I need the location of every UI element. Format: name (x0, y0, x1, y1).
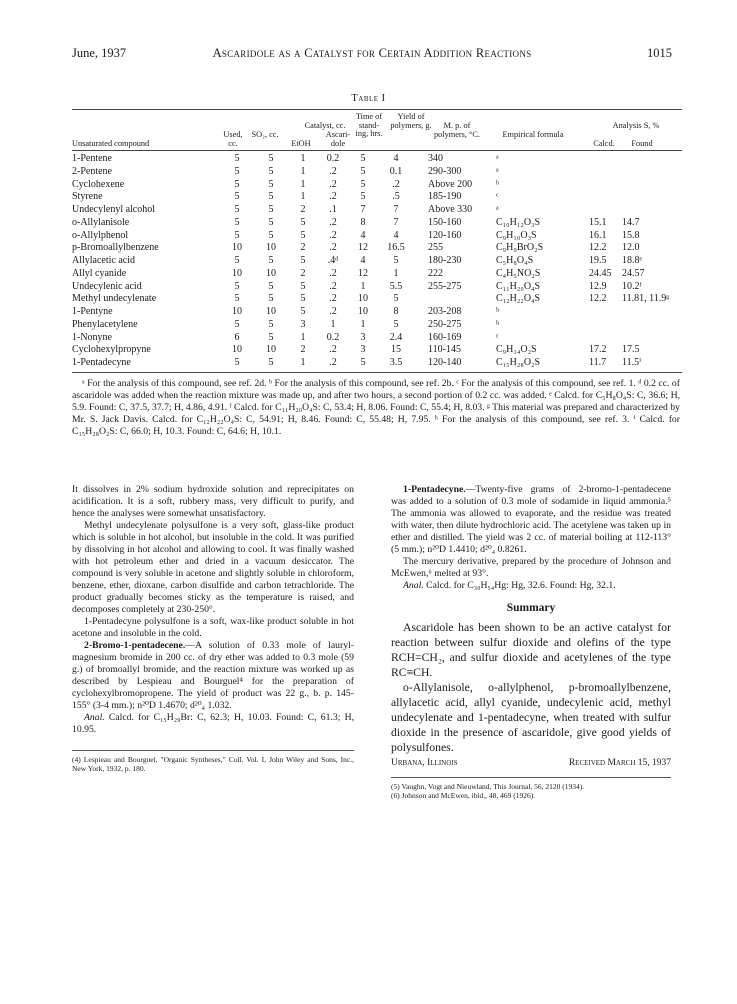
cell-yield: 4 (393, 229, 399, 241)
cell-asc: .1 (329, 204, 337, 215)
cell-formula: C₄H₅NO₂S (496, 267, 541, 279)
table-row (72, 268, 692, 280)
cell-asc: .2 (329, 178, 337, 190)
cell-etoh: 5 (300, 255, 306, 266)
cell-formula: ᵃ (496, 165, 499, 177)
paragraph-text: —Twenty-five grams of 2-bromo-1-pentadecene was added to a solution of 0.3 mole of sodamide in liquid ammonia.⁵ The ammonia was allowed to evaporate, and the residue was treated with water, then dilute hydrochloric acid. The acetylene was taken up in ether and distilled. The yield was 2 cc. of material boiling at 112-113° (5 mm.); n²⁰D 1.4410; d²⁰₄ 0.8261. (391, 484, 671, 555)
cell-used: 5 (234, 255, 240, 266)
cell-so2: 5 (268, 204, 274, 215)
table-rule-bottom (72, 372, 682, 373)
cell-time: 1 (360, 280, 366, 292)
summary-paragraph: o-Allylanisole, o-allylphenol, p-bromoallylbenzene, allylacetic acid, allyl cyanide, undecylenic acid, methyl undecylenate and 1-pentadecyne, when treated with sulfur dioxide in the presence of ascaridole, give good yields of polysulfones. (391, 681, 671, 754)
cell-mp: Above 330 (428, 204, 473, 215)
footnote-rule (391, 777, 671, 778)
cell-so2: 5 (268, 293, 274, 305)
left-column (72, 484, 354, 773)
col-calcd: Calcd. (593, 139, 615, 148)
cell-used: 5 (234, 216, 240, 228)
cell-asc: .2 (329, 165, 337, 177)
cell-mp: 255 (428, 242, 443, 254)
paragraph-text: Calcd. for C₁₅H₂₉Br: C, 62.3; H, 10.03. Found: C, 61.3; H, 10.95. (72, 712, 354, 735)
cell-etoh: 1 (300, 153, 306, 164)
footnote-rule (72, 750, 354, 751)
cell-found: 18.8ᵉ (622, 255, 643, 266)
cell-yield: 2.4 (389, 331, 403, 343)
right-column (391, 484, 671, 800)
footnote: (4) Lespieau and Bourguel, "Organic Syntheses," Coll. Vol. I, John Wiley and Sons, Inc., New York, 1932, p. 180. (72, 755, 354, 773)
cell-compound: 1-Nonyne (72, 331, 112, 343)
cell-mp: 160-169 (428, 331, 462, 343)
summary-paragraph: Ascaridole has been shown to be an active catalyst for reaction between sulfur dioxide and olefins of the type RCH=CH₂, and sulfur dioxide and acetylenes of the type RC≡CH. (391, 621, 671, 679)
cell-so2: 5 (268, 216, 274, 228)
cell-formula: C₁₁H₂₀O₄S (496, 280, 541, 292)
cell-formula: C₁₀H₁₂O₃S (496, 216, 541, 228)
cell-etoh: 3 (300, 318, 306, 330)
paragraph-text: Calcd. for C₃₀H₅₄Hg: Hg, 32.6. Found: Hg, 32.1. (423, 580, 616, 591)
summary-title: Summary (506, 602, 556, 614)
col-used: Used, cc. (223, 130, 243, 148)
cell-mp: 222 (428, 267, 443, 279)
cell-formula: ᶜ (496, 331, 499, 343)
cell-yield: 7 (393, 216, 399, 228)
cell-etoh: 1 (300, 331, 306, 343)
paragraph (391, 484, 671, 556)
table-row (72, 293, 692, 305)
cell-yield: 7 (393, 204, 399, 215)
cell-so2: 5 (268, 178, 274, 190)
cell-asc: .2 (329, 216, 337, 228)
cell-formula: C₁₅H₂₈O₂S (496, 357, 541, 368)
table-row (72, 319, 692, 331)
table-rule-header (72, 150, 682, 151)
table-row (72, 191, 692, 203)
cell-etoh: 1 (300, 357, 306, 368)
cell-time: 12 (358, 267, 368, 279)
cell-formula: ʰ (496, 306, 500, 317)
cell-compound: Methyl undecylenate (72, 293, 157, 305)
cell-yield: 5 (393, 255, 399, 266)
cell-mp: 120-140 (428, 357, 462, 368)
cell-so2: 5 (268, 165, 274, 177)
cell-used: 10 (232, 242, 242, 254)
cell-yield: 1 (393, 267, 399, 279)
cell-used: 10 (232, 306, 242, 317)
table-row (72, 217, 692, 229)
cell-formula: C₉H₁₀O₃S (496, 229, 537, 241)
col-ascaridole: Ascari- dole (325, 130, 351, 148)
cell-asc: .2 (329, 229, 337, 241)
cell-asc: .2 (329, 267, 337, 279)
cell-compound: Styrene (72, 191, 103, 203)
cell-so2: 5 (268, 153, 274, 164)
paragraph: The mercury derivative, prepared by the procedure of Johnson and McEwen,⁶ melted at 93°. (391, 556, 671, 579)
cell-yield: 5 (393, 318, 399, 330)
cell-asc: .2 (329, 293, 337, 305)
cell-calcd: 24.45 (589, 267, 612, 279)
cell-time: 3 (360, 344, 366, 356)
cell-so2: 10 (266, 344, 276, 356)
cell-used: 10 (232, 267, 242, 279)
col-so2: SO₂, cc. (251, 130, 279, 139)
cell-yield: .5 (392, 191, 400, 203)
paragraph (72, 712, 354, 736)
cell-etoh: 2 (300, 267, 306, 279)
footnote: (6) Johnson and McEwen, ibid., 48, 469 (1926). (391, 791, 536, 800)
section-heading: 2-Bromo-1-pentadecene. (84, 640, 186, 651)
affiliation-line (391, 757, 671, 769)
cell-asc: .2 (329, 344, 337, 356)
paragraph-text: —A solution of 0.33 mole of lauryl-magnesium bromide in 200 cc. of dry ether was added to 0.3 mole (59 g.) of bromoallyl bromide, and the reaction mixture was worked up as described by Lespieau and Bourguel⁴ for the preparation of cyclohexylbromopropene. The yield of product was 22 g., b. p. 145-155° (3-4 mm.); n²⁰D 1.4670; d²⁰₄ 1.032. (72, 640, 354, 711)
cell-used: 10 (232, 344, 242, 356)
cell-used: 5 (234, 293, 240, 305)
cell-found: 11.81, 11.9ᵍ (622, 293, 670, 305)
cell-time: 10 (358, 306, 368, 317)
paragraph: Methyl undecylenate polysulfone is a very soft, glass-like product which is soluble in hot alcohol, but insoluble in the cold. It was purified by dissolving in hot alcohol and allowing to cool. It was finally washed with hot petroleum ether and dried in a vacuum desiccator. The compound is very soluble in acetone and slightly soluble in chloroform, benzene, ether, dioxane, carbon disulfide and carbon tetrachloride. The product gradually becomes sticky as the temperature is raised, and decomposes completely at 230-250°. (72, 520, 354, 615)
cell-formula: C₁₂H₂₂O₄S (496, 293, 541, 305)
paragraph: 1-Pentadecyne polysulfone is a soft, wax-like product soluble in hot acetone and insoluble in the cold. (72, 616, 354, 639)
cell-asc: 1 (330, 318, 336, 330)
table-row (72, 179, 692, 191)
cell-so2: 5 (268, 255, 274, 266)
table-row (72, 166, 692, 178)
cell-so2: 5 (268, 280, 274, 292)
cell-formula: C₉H₁₄O₂S (496, 344, 537, 356)
cell-mp: 185-190 (428, 191, 462, 203)
cell-so2: 10 (266, 267, 276, 279)
cell-compound: o-Allylphenol (72, 229, 129, 241)
section-heading: 1-Pentadecyne. (403, 484, 466, 495)
cell-so2: 5 (268, 318, 274, 330)
cell-compound: o-Allylanisole (72, 216, 130, 228)
table-row (72, 281, 692, 293)
cell-yield: 15 (391, 344, 401, 356)
col-yield: Yield of polymers, g. (390, 112, 432, 130)
table-row (72, 242, 692, 254)
cell-calcd: 15.1 (589, 216, 607, 228)
cell-calcd: 17.2 (589, 344, 607, 356)
cell-so2: 10 (266, 306, 276, 317)
table-row (72, 344, 692, 356)
cell-etoh: 1 (300, 165, 306, 177)
col-etoh: EtOH (291, 139, 311, 148)
cell-mp: 150-160 (428, 216, 462, 228)
cell-formula: ᵇ (496, 178, 500, 190)
cell-compound: Phenylacetylene (72, 318, 138, 330)
cell-found: 24.57 (622, 267, 645, 279)
header-date: June, 1937 (72, 46, 127, 60)
place: Urbana, Illinois (391, 758, 458, 768)
cell-used: 5 (234, 280, 240, 292)
cell-used: 5 (234, 357, 240, 368)
cell-mp: 120-160 (428, 229, 462, 241)
cell-time: 7 (360, 204, 366, 215)
cell-time: 5 (360, 153, 366, 164)
cell-formula: ᵃ (496, 153, 499, 164)
cell-asc: .4ᵈ (327, 255, 339, 266)
received-date: Received March 15, 1937 (568, 758, 671, 768)
cell-mp: 110-145 (428, 344, 461, 356)
cell-asc: 0.2 (326, 331, 340, 343)
cell-calcd: 12.2 (589, 293, 607, 305)
footnote: (5) Vaughn, Vogt and Nieuwland, This Journal, 56, 2120 (1934). (391, 782, 585, 791)
cell-asc: 0.2 (326, 153, 340, 164)
cell-mp: 255-275 (428, 280, 462, 292)
cell-compound: 2-Pentene (72, 165, 112, 177)
cell-etoh: 1 (300, 191, 306, 203)
cell-time: 10 (358, 293, 368, 305)
anal-label: Anal. (84, 712, 105, 723)
cell-compound: Undecylenyl alcohol (72, 204, 156, 215)
cell-used: 5 (234, 318, 240, 330)
cell-time: 5 (360, 191, 366, 203)
cell-compound: Cyclohexylpropyne (72, 344, 151, 356)
cell-found: 14.7 (622, 216, 640, 228)
cell-yield: 3.5 (389, 357, 403, 368)
table-row (72, 204, 692, 216)
cell-time: 5 (360, 178, 366, 190)
paragraph (72, 640, 354, 712)
cell-time: 12 (358, 242, 368, 254)
table-notes: ᵃ For the analysis of this compound, see ref. 2d. ᵇ For the analysis of this compound, see ref. 2b. ᶜ For the analysis of this compound, see ref. 1. ᵈ 0.2 cc. of ascaridole was added when the reaction mixture was made up, and after two hours, a second portion of 0.2 cc. was added. ᵉ Calcd. for C₅H₈O₄S: C, 36.6; H, 5.9. Found: C, 37.5, 37.7; H, 4.86, 4.91. ᶠ Calcd. for C₁₁H₂₀O₄S: C, 53.4; H, 8.06. Found: C, 55.4; H, 8.03. ᵍ This material was prepared and characterized by Mr. S. Jack Davis. Calcd. for C₁₂H₂₂O₄S: C, 54.91; H, 8.46. Found: C, 55.48; H, 7.95. ʰ For the analysis of this compound, see ref. 3. ⁱ Calcd. for C₁₅H₂₈O₂S: C, 66.0; H, 10.3. Found: C, 64.6; H, 10.1. (72, 378, 680, 437)
cell-found: 17.5 (622, 344, 640, 356)
cell-so2: 5 (268, 229, 274, 241)
cell-asc: .2 (329, 191, 337, 203)
header-title: Ascaridole as a Catalyst for Certain Addition Reactions (212, 46, 532, 60)
cell-yield: 0.1 (389, 165, 403, 177)
cell-used: 5 (234, 165, 240, 177)
cell-calcd: 19.5 (589, 255, 607, 266)
cell-etoh: 5 (300, 216, 306, 228)
cell-asc: .2 (329, 306, 337, 317)
cell-formula: ʰ (496, 318, 500, 330)
table-row (72, 357, 692, 369)
cell-compound: Allyl cyanide (72, 267, 127, 279)
cell-compound: Undecylenic acid (72, 280, 142, 292)
cell-mp: 203-208 (428, 306, 462, 317)
cell-compound: 1-Pentyne (72, 306, 113, 317)
cell-mp: 180-230 (428, 255, 462, 266)
col-analysis: Analysis S, % (612, 121, 660, 130)
cell-calcd: 16.1 (589, 229, 607, 241)
cell-compound: 1-Pentene (72, 153, 112, 164)
table-row (72, 153, 692, 165)
cell-asc: .2 (329, 280, 337, 292)
table-row (72, 332, 692, 344)
cell-formula: ᶜ (496, 191, 499, 203)
cell-etoh: 5 (300, 306, 306, 317)
cell-used: 5 (234, 178, 240, 190)
cell-asc: .2 (329, 357, 337, 368)
cell-etoh: 1 (300, 178, 306, 190)
cell-formula: C₅H₈O₄S (496, 255, 534, 266)
cell-compound: Cyclohexene (72, 178, 125, 190)
cell-compound: p-Bromoallylbenzene (72, 242, 159, 254)
cell-mp: 290-300 (428, 165, 462, 177)
cell-compound: Allylacetic acid (72, 255, 136, 266)
cell-found: 10.2ᶠ (622, 280, 642, 292)
col-mp: M. p. of polymers, °C. (434, 121, 480, 139)
cell-found: 12.0 (622, 242, 640, 254)
cell-used: 5 (234, 191, 240, 203)
cell-found: 11.5ⁱ (622, 357, 642, 368)
running-header (72, 46, 672, 62)
cell-etoh: 5 (300, 293, 306, 305)
cell-calcd: 11.7 (589, 357, 607, 368)
cell-etoh: 5 (300, 229, 306, 241)
cell-calcd: 12.9 (589, 280, 607, 292)
cell-used: 5 (234, 153, 240, 164)
cell-asc: .2 (329, 242, 337, 254)
cell-mp: 340 (428, 153, 443, 164)
table-title: Table I (351, 93, 386, 104)
page-number: 1015 (647, 46, 672, 60)
cell-yield: 16.5 (387, 242, 405, 254)
col-formula: Empirical formula (502, 130, 564, 139)
cell-yield: 4 (393, 153, 399, 164)
table-rule-top (72, 109, 682, 110)
cell-used: 6 (234, 331, 240, 343)
cell-so2: 5 (268, 357, 274, 368)
cell-time: 4 (360, 255, 366, 266)
cell-calcd: 12.2 (589, 242, 607, 254)
cell-yield: 8 (393, 306, 399, 317)
cell-etoh: 2 (300, 344, 306, 356)
col-found: Found (631, 139, 653, 148)
table-row (72, 230, 692, 242)
table-row (72, 255, 692, 267)
col-catalyst: Catalyst, cc. (304, 121, 346, 130)
col-compound: Unsaturated compound (72, 139, 150, 148)
cell-used: 5 (234, 229, 240, 241)
cell-yield: .2 (392, 178, 400, 190)
cell-found: 15.8 (622, 229, 640, 241)
cell-used: 5 (234, 204, 240, 215)
cell-mp: 250-275 (428, 318, 462, 330)
cell-time: 8 (360, 216, 366, 228)
cell-time: 1 (360, 318, 366, 330)
paragraph (391, 580, 671, 592)
col-time: Time of stand- ing, hrs. (355, 112, 383, 138)
cell-time: 4 (360, 229, 366, 241)
anal-label: Anal. (403, 580, 424, 591)
cell-formula: ᵃ (496, 204, 499, 215)
cell-time: 3 (360, 331, 366, 343)
cell-compound: 1-Pentadecyne (72, 357, 131, 368)
cell-etoh: 2 (300, 242, 306, 254)
cell-so2: 10 (266, 242, 276, 254)
cell-etoh: 5 (300, 280, 306, 292)
cell-so2: 5 (268, 331, 274, 343)
table-row (72, 306, 692, 318)
cell-so2: 5 (268, 191, 274, 203)
cell-yield: 5.5 (389, 280, 403, 292)
paragraph: It dissolves in 2% sodium hydroxide solution and reprecipitates on acidification. It is a soft, rubbery mass, very difficult to purify, and hence the analyses were somewhat unsatisfactory. (72, 484, 354, 519)
cell-etoh: 2 (300, 204, 306, 215)
cell-formula: C₉H₉BrO₂S (496, 242, 544, 254)
cell-time: 5 (360, 165, 366, 177)
cell-mp: Above 200 (428, 178, 473, 190)
cell-time: 5 (360, 357, 366, 368)
cell-yield: 5 (393, 293, 399, 305)
